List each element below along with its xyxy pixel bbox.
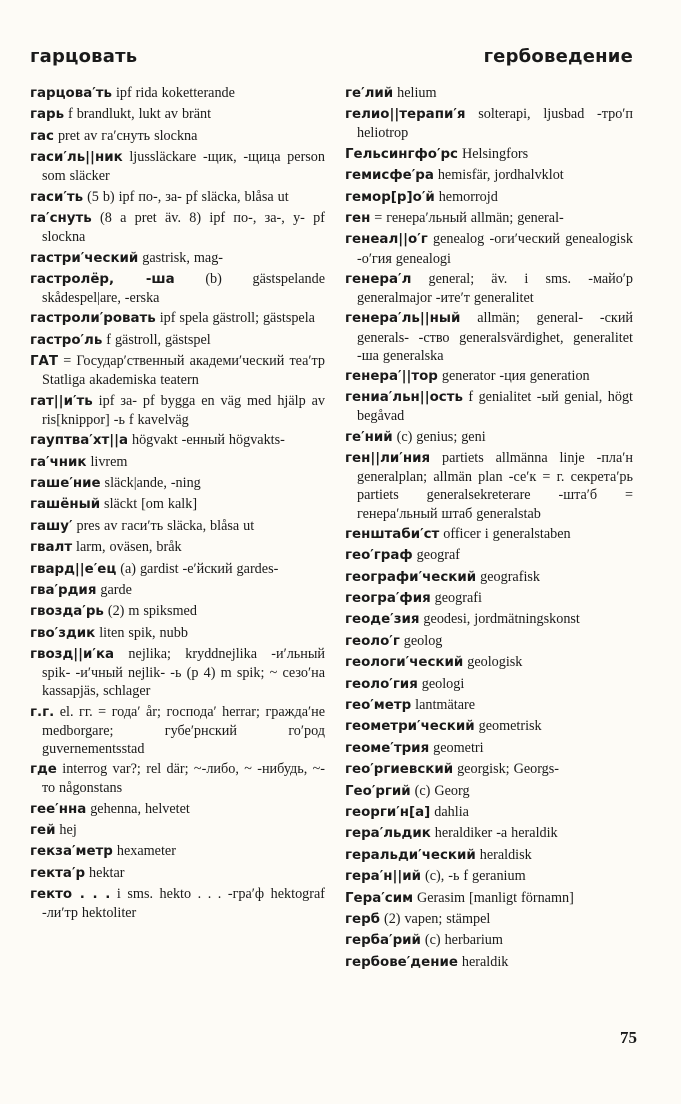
entry-definition: (a) gardist -е′йский gardes- xyxy=(120,560,279,577)
entry-definition: larm, oväsen, bråk xyxy=(76,539,182,556)
entry-definition: garde xyxy=(100,581,132,598)
entry-headword: гат||и′ть xyxy=(30,393,93,409)
entry xyxy=(30,760,325,797)
entry xyxy=(30,453,325,472)
entry xyxy=(30,309,325,328)
entry-headword: генера′л xyxy=(345,271,412,287)
entry-definition: geografisk xyxy=(480,568,541,585)
entry-headword: генштаби′ст xyxy=(345,526,440,542)
entry-headword: геогра′фия xyxy=(345,591,431,607)
entry-headword: геологи′ческий xyxy=(345,655,464,671)
entry-definition: heraldiker -а heraldik xyxy=(434,825,558,842)
entry-definition: släckt [om kalk] xyxy=(104,496,198,513)
entry xyxy=(30,602,325,621)
entry-headword: гера′н||ий xyxy=(345,869,422,885)
entry xyxy=(345,449,633,522)
entry-headword: гарцова′ть xyxy=(30,86,113,101)
entry xyxy=(30,105,325,124)
entry-definition: f brandlukt, lukt av bränt xyxy=(68,106,212,123)
entry-headword: гастроли′ровать xyxy=(30,311,156,327)
entry xyxy=(345,867,633,886)
entry xyxy=(345,84,633,103)
entry xyxy=(345,105,633,142)
entry-definition: geodesi, jordmätningskonst xyxy=(423,611,580,628)
entry-headword: га′чник xyxy=(30,454,87,470)
entry-headword: гауптва′хт||а xyxy=(30,433,129,449)
entry xyxy=(345,931,633,950)
entry-definition: (c) herbarium xyxy=(424,932,503,949)
entry-headword: геометри′ческий xyxy=(345,719,475,735)
entry-definition: livrem xyxy=(90,453,128,470)
right-column xyxy=(345,84,633,974)
entry-headword: гашёный xyxy=(30,497,101,513)
entry-headword: ген||ли′ния xyxy=(345,451,431,467)
entry xyxy=(345,953,633,972)
entry-headword: гее′нна xyxy=(30,801,87,817)
entry xyxy=(345,525,633,544)
entry-definition: gehenna, helvetet xyxy=(90,800,190,817)
entry-headword: генера′||тор xyxy=(345,368,438,384)
entry-headword: ге′ний xyxy=(345,429,393,445)
entry-definition: (c) Georg xyxy=(414,782,470,799)
entry-definition: partiets allmänna linje -пла′н generalplan; allmän plan -се′к = г. секрета′рь partiets generalsekreterare -шта′б = генера′льный штаб generalstab xyxy=(357,450,633,522)
entry-definition: Helsingfors xyxy=(461,145,529,162)
entry-headword: га′снуть xyxy=(30,211,92,227)
entry xyxy=(345,910,633,929)
entry-definition: högvakt -енный högvakts- xyxy=(131,432,285,449)
entry-definition: hexameter xyxy=(116,843,176,860)
entry-definition: (2) m spiksmed xyxy=(107,603,197,620)
entry xyxy=(30,517,325,536)
entry-definition: f gästroll, gästspel xyxy=(106,331,211,348)
entry xyxy=(345,145,633,164)
entry xyxy=(345,653,633,672)
entry-definition: släck|ande, -ning xyxy=(104,474,201,491)
entry-definition: dahlia xyxy=(434,804,469,820)
entry-definition: = генера′льный allmän; general- xyxy=(374,210,564,227)
entry-definition: generator -ция generation xyxy=(441,367,590,384)
entry xyxy=(345,568,633,587)
entry-definition: Gerasim [manligt förnamn] xyxy=(417,889,574,906)
entry-definition: geometri xyxy=(433,739,484,756)
entry-headword: геоло′г xyxy=(345,633,400,649)
entry-definition: general; äv. i sms. -майо′р generalmajor -ите′т generalitet xyxy=(357,270,634,307)
entry xyxy=(30,188,325,207)
entry xyxy=(30,249,325,268)
entry-headword: генера′ль||ный xyxy=(345,311,461,327)
entry xyxy=(345,610,633,629)
entry-definition: geometrisk xyxy=(478,718,542,735)
entry-headword: Гельсингфо′рс xyxy=(345,146,458,162)
entry-headword: геоме′трия xyxy=(345,740,430,756)
entry xyxy=(30,885,325,922)
entry-headword: гербове′дение xyxy=(345,954,458,970)
entry-headword: гвалт xyxy=(30,540,73,556)
entry xyxy=(345,367,633,386)
entry xyxy=(345,803,633,822)
entry-headword: геральди′ческий xyxy=(345,847,476,863)
entry-headword: гаси′ть xyxy=(30,189,84,205)
entry xyxy=(345,230,633,267)
entry-definition: hej xyxy=(59,822,77,839)
entry xyxy=(345,824,633,843)
entry xyxy=(30,209,325,246)
entry-definition: lantmätare xyxy=(415,697,476,714)
entry xyxy=(30,127,325,146)
entry-headword: Гера′сим xyxy=(345,890,414,906)
entry-headword: гелио||терапи′я xyxy=(345,107,466,123)
entry-headword: гекза′метр xyxy=(30,844,113,860)
entry xyxy=(345,632,633,651)
running-head-left: гарцовать xyxy=(30,46,138,67)
entry xyxy=(30,703,325,758)
entry xyxy=(345,760,633,779)
entry xyxy=(30,821,325,840)
entry-headword: гео′метр xyxy=(345,698,412,714)
entry-definition: = Государ′ственный академи′ческий теа′тр Statliga akademiska teatern xyxy=(42,353,325,389)
entry-definition: (8 a pret äv. 8) ipf по-, за-, у- pf slockna xyxy=(42,210,325,246)
entry-headword: гемисфе′ра xyxy=(345,168,434,184)
entry xyxy=(30,270,325,307)
entry-definition: geologisk xyxy=(467,654,523,671)
entry-headword: геоде′зия xyxy=(345,612,420,628)
entry xyxy=(345,739,633,758)
entry xyxy=(345,270,633,307)
entry-definition: pres av гаси′ть släcka, blåsa ut xyxy=(76,517,255,534)
entry-definition: heraldisk xyxy=(479,846,532,863)
entry xyxy=(345,546,633,565)
entry xyxy=(30,538,325,557)
entry xyxy=(30,645,325,700)
entry-definition: ipf rida koketterande xyxy=(115,85,235,101)
entry-headword: герб xyxy=(345,911,381,927)
entry xyxy=(345,782,633,801)
left-column xyxy=(30,84,325,925)
entry-definition: geologi xyxy=(421,675,465,692)
entry xyxy=(30,84,325,103)
entry-headword: гера′льдик xyxy=(345,826,431,842)
entry xyxy=(345,889,633,908)
entry-headword: гвозд||и′ка xyxy=(30,647,115,663)
entry xyxy=(30,560,325,579)
entry-definition: el. гг. = года′ år; господа′ herrar; гражда′не medborgare; губе′рнский го′род guvernementsstad xyxy=(42,703,325,757)
entry-definition: officer i generalstaben xyxy=(443,525,571,542)
entry-headword: гео′ргиевский xyxy=(345,762,454,778)
page-number: 75 xyxy=(620,1028,637,1047)
entry-headword: гастро′ль xyxy=(30,332,103,348)
entry-definition: genealog -оги′ческий genealogisk -о′гия genealogi xyxy=(357,231,633,267)
entry-headword: георги′н[а] xyxy=(345,805,431,820)
running-head-right: гербоведение xyxy=(483,46,633,67)
entry-definition: pret av га′снуть slockna xyxy=(57,127,198,144)
entry-definition: (5 b) ipf по-, за- pf släcka, blåsa ut xyxy=(87,188,289,205)
entry-headword: гва′рдия xyxy=(30,582,97,598)
entry-definition: interrog var?; rel där; ~-либо, ~ -нибудь, ~-то någonstans xyxy=(42,761,325,797)
entry xyxy=(30,392,325,429)
entry-headword: гастри′ческий xyxy=(30,250,139,266)
entry-headword: гвард||е′ец xyxy=(30,561,117,577)
entry xyxy=(30,148,325,185)
entry-headword: герба′рий xyxy=(345,933,421,949)
entry xyxy=(345,209,633,228)
entry-definition: ljussläckare -щик, -щица person som släcker xyxy=(42,149,325,185)
entry-headword: г.г. xyxy=(30,704,55,720)
entry-headword: гаси′ль||ник xyxy=(30,150,123,166)
entry-definition: helium xyxy=(397,85,437,101)
entry-headword: гвозда′рь xyxy=(30,604,104,620)
entry-headword: Гео′ргий xyxy=(345,783,411,799)
entry-headword: где xyxy=(30,762,57,778)
entry-headword: генеал||о′г xyxy=(345,232,428,248)
entry xyxy=(30,581,325,600)
entry-headword: гашу′ xyxy=(30,518,73,534)
entry-headword: гекта′р xyxy=(30,865,86,881)
entry xyxy=(30,352,325,389)
entry-definition: nejlika; kryddnejlika -и′льный spik- -и′чный nejlik- -ь (p 4) m spik; ~ сезо′на kassapjäs, schlager xyxy=(42,646,325,700)
entry-definition: (b) gästspelande skådespel|are, -erska xyxy=(42,270,325,307)
entry-definition: geograf xyxy=(416,547,460,564)
entry xyxy=(345,717,633,736)
entry-headword: географи′ческий xyxy=(345,569,477,585)
entry-headword: гемор[р]о′й xyxy=(345,189,435,205)
entry-headword: гео′граф xyxy=(345,548,413,564)
entry-definition: liten spik, nubb xyxy=(99,624,188,641)
entry-definition: geografi xyxy=(434,590,482,607)
entry xyxy=(30,842,325,861)
entry xyxy=(345,309,633,364)
entry-headword: гарь xyxy=(30,107,65,123)
entry xyxy=(30,331,325,350)
entry-headword: гас xyxy=(30,128,54,144)
entry-definition: (2) vapen; stämpel xyxy=(383,910,491,927)
entry xyxy=(345,696,633,715)
entry-headword: гекто . . . xyxy=(30,887,111,903)
entry-definition: ipf spela gästroll; gästspela xyxy=(159,310,315,327)
entry-headword: гво′здик xyxy=(30,625,96,641)
entry-headword: гей xyxy=(30,823,56,839)
entry-definition: solterapi, ljusbad -тро′п heliotrop xyxy=(357,106,633,142)
entry-definition: f genialitet -ый genial, högt begåvad xyxy=(357,389,633,425)
entry xyxy=(345,188,633,207)
entry-definition: i sms. hekto . . . -гра′ф hektograf -ли′тр hektoliter xyxy=(42,886,325,922)
entry xyxy=(30,474,325,493)
entry-definition: (c), -ь f geranium xyxy=(424,868,526,885)
entry xyxy=(345,675,633,694)
entry-headword: ген xyxy=(345,211,371,227)
entry-definition: ipf за- pf bygga en väg med hjälp av ris[knippor] -ь f kavelväg xyxy=(42,392,326,428)
entry xyxy=(345,388,633,425)
entry-headword: гастролёр, -ша xyxy=(30,271,175,287)
entry-definition: allmän; general- -ский generals- -ство generalsvärdighet, generalitet -ша generalska xyxy=(357,310,634,364)
entry-definition: hemorrojd xyxy=(438,188,498,205)
entry-definition: geolog xyxy=(403,632,443,649)
entry xyxy=(30,800,325,819)
entry-definition: heraldik xyxy=(461,953,509,970)
entry-headword: гаше′ние xyxy=(30,475,101,491)
entry-headword: геоло′гия xyxy=(345,676,418,692)
entry xyxy=(345,589,633,608)
entry-headword: ГАТ xyxy=(30,354,59,370)
entry-definition: georgisk; Georgs- xyxy=(457,761,560,778)
entry-headword: гениа′льн||ость xyxy=(345,390,463,406)
entry xyxy=(30,624,325,643)
entry xyxy=(345,166,633,185)
entry-headword: ге′лий xyxy=(345,86,394,101)
entry-definition: hemisfär, jordhalvklot xyxy=(437,167,564,184)
entry xyxy=(30,864,325,883)
entry xyxy=(345,846,633,865)
entry xyxy=(345,428,633,447)
entry-definition: (c) genius; geni xyxy=(396,428,486,445)
entry xyxy=(30,431,325,450)
entry-definition: hektar xyxy=(89,864,125,881)
entry-definition: gastrisk, mag- xyxy=(142,249,224,266)
entry xyxy=(30,495,325,514)
